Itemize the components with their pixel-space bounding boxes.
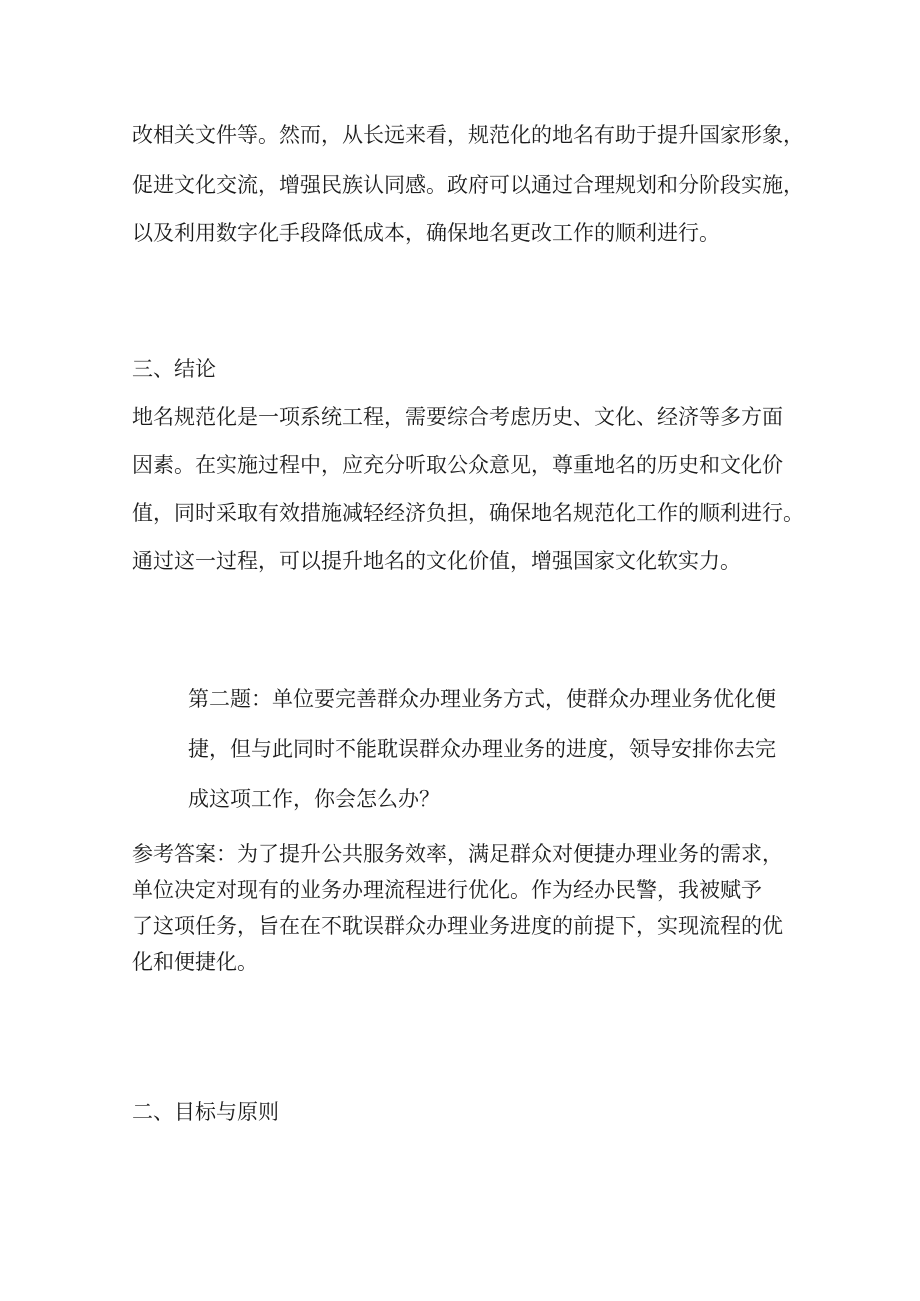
intro-line-2: 促进文化交流，增强民族认同感。政府可以通过合理规划和分阶段实施， xyxy=(132,173,804,197)
answer-line-1: 参考答案：为了提升公共服务效率，满足群众对便捷办理业务的需求， xyxy=(132,842,783,866)
question-line-2: 捷，但与此同时不能耽误群众办理业务的进度，领导安排你去完 xyxy=(188,737,776,761)
section-heading-goals: 二、目标与原则 xyxy=(132,1100,279,1124)
conclusion-line-1: 地名规范化是一项系统工程，需要综合考虑历史、文化、经济等多方面 xyxy=(132,405,783,429)
intro-line-3: 以及利用数字化手段降低成本，确保地名更改工作的顺利进行。 xyxy=(132,221,720,245)
question-line-3: 成这项工作，你会怎么办？ xyxy=(188,787,440,811)
conclusion-line-4: 通过这一过程，可以提升地名的文化价值，增强国家文化软实力。 xyxy=(132,549,741,573)
conclusion-line-2: 因素。在实施过程中，应充分听取公众意见，尊重地名的历史和文化价 xyxy=(132,453,783,477)
question-line-1: 第二题：单位要完善群众办理业务方式，使群众办理业务优化便 xyxy=(188,687,776,711)
intro-line-1: 改相关文件等。然而，从长远来看，规范化的地名有助于提升国家形象， xyxy=(132,123,804,147)
section-heading-conclusion: 三、结论 xyxy=(132,357,216,381)
answer-line-2: 单位决定对现有的业务办理流程进行优化。作为经办民警，我被赋予 xyxy=(132,878,762,902)
answer-line-4: 化和便捷化。 xyxy=(132,950,258,974)
answer-line-3: 了这项任务，旨在在不耽误群众办理业务进度的前提下，实现流程的优 xyxy=(132,914,783,938)
conclusion-line-3: 值，同时采取有效措施减轻经济负担，确保地名规范化工作的顺利进行。 xyxy=(132,501,804,525)
